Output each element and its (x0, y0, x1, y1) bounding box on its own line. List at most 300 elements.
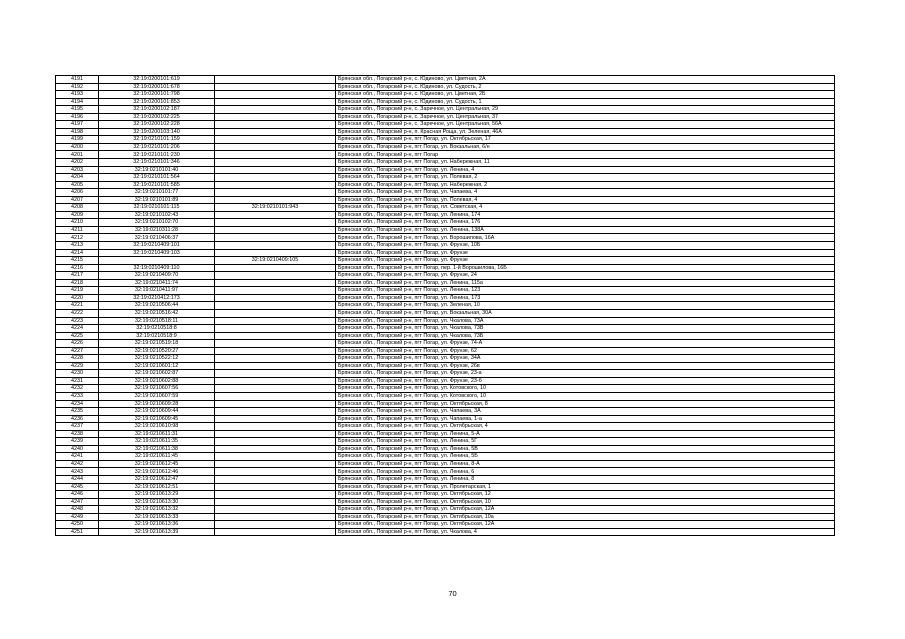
cadastral-number-cell: 32:19:0210520:27 (99, 347, 215, 355)
row-number-cell: 4203 (56, 166, 99, 174)
row-number-cell: 4221 (56, 302, 99, 310)
cadastral-number-cell: 32:19:0210609:28 (99, 400, 215, 408)
table-row (56, 242, 835, 250)
table-row (56, 151, 835, 159)
linked-cadastral-number-cell (215, 400, 336, 408)
row-number-cell: 4243 (56, 468, 99, 476)
table-row (56, 128, 835, 136)
row-number-cell: 4209 (56, 211, 99, 219)
address-cell: Брянская обл., Погарский р-н, пгт Погар, ул. Пролетарская, 1 (336, 483, 835, 491)
linked-cadastral-number-cell (215, 249, 336, 257)
address-cell: Брянская обл., Погарский р-н, пгт Погар, ул. Набережная, 11 (336, 159, 835, 167)
address-cell: Брянская обл., Погарский р-н, с. Юдиново, ул. Цветная, 2Б (336, 91, 835, 99)
address-cell: Брянская обл., Погарский р-н, пгт Погар, ул. Котовского, 10 (336, 385, 835, 393)
linked-cadastral-number-cell (215, 264, 336, 272)
table-row (56, 196, 835, 204)
row-number-cell: 4245 (56, 483, 99, 491)
address-cell: Брянская обл., Погарский р-н, с. Юдиново, ул. Цветная, 2А (336, 76, 835, 84)
table-row (56, 76, 835, 84)
row-number-cell: 4194 (56, 98, 99, 106)
cadastral-number-cell: 32:19:0200103:140 (99, 128, 215, 136)
cadastral-number-cell: 32:19:0210409:70 (99, 272, 215, 280)
row-number-cell: 4237 (56, 423, 99, 431)
cadastral-number-cell: 32:19:0210102:43 (99, 211, 215, 219)
address-cell: Брянская обл., Погарский р-н, пгт Погар, ул. Полевая, 2 (336, 174, 835, 182)
address-cell: Брянская обл., Погарский р-н, пгт Погар, ул. Октябрьская, 12А (336, 506, 835, 514)
cadastral-number-cell: 32:19:0210101:89 (99, 196, 215, 204)
row-number-cell: 4231 (56, 377, 99, 385)
address-cell: Брянская обл., Погарский р-н, пгт Погар, ул. Ленина, 138А (336, 226, 835, 234)
linked-cadastral-number-cell (215, 377, 336, 385)
table-row (56, 159, 835, 167)
table-row (56, 83, 835, 91)
row-number-cell: 4206 (56, 189, 99, 197)
address-cell: Брянская обл., Погарский р-н, пгт Погар, ул. Фрунзе, 23-б (336, 377, 835, 385)
linked-cadastral-number-cell: 32:19:0210409:105 (215, 257, 336, 265)
linked-cadastral-number-cell (215, 211, 336, 219)
table-row (56, 423, 835, 431)
table-row (56, 460, 835, 468)
address-cell: Брянская обл., Погарский р-н, пгт Погар, ул. Октябрьская, 12 (336, 491, 835, 499)
row-number-cell: 4241 (56, 453, 99, 461)
address-cell: Брянская обл., Погарский р-н, пгт Погар, ул. Чкалова, 73А (336, 317, 835, 325)
cadastral-number-cell: 32:19:0200101:798 (99, 91, 215, 99)
linked-cadastral-number-cell (215, 174, 336, 182)
linked-cadastral-number-cell (215, 521, 336, 529)
linked-cadastral-number-cell (215, 453, 336, 461)
cadastral-number-cell: 32:19:0210609:45 (99, 415, 215, 423)
cadastral-number-cell: 32:19:0210613:32 (99, 506, 215, 514)
cadastral-number-cell: 32:19:0210612:45 (99, 460, 215, 468)
row-number-cell: 4191 (56, 76, 99, 84)
linked-cadastral-number-cell (215, 491, 336, 499)
row-number-cell: 4211 (56, 226, 99, 234)
row-number-cell: 4217 (56, 272, 99, 280)
table-row (56, 294, 835, 302)
table-row (56, 98, 835, 106)
address-cell: Брянская обл., Погарский р-н, пгт Погар, ул. Октябрьская, 10а (336, 513, 835, 521)
cadastral-number-cell: 32:19:0210612:46 (99, 468, 215, 476)
linked-cadastral-number-cell (215, 219, 336, 227)
address-cell: Брянская обл., Погарский р-н, пгт Погар, ул. Чкалова, 73Б (336, 332, 835, 340)
table-row (56, 136, 835, 144)
row-number-cell: 4215 (56, 257, 99, 265)
linked-cadastral-number-cell (215, 83, 336, 91)
table-row (56, 430, 835, 438)
cadastral-number-cell: 32:19:0200101:853 (99, 98, 215, 106)
table-row (56, 385, 835, 393)
row-number-cell: 4236 (56, 415, 99, 423)
address-cell: Брянская обл., Погарский р-н, пгт Погар, ул. Ворошилова, 16А (336, 234, 835, 242)
address-cell: Брянская обл., Погарский р-н, пгт Погар, ул. Чкалова, 4 (336, 528, 835, 536)
cadastral-number-cell: 32:19:0200102:187 (99, 106, 215, 114)
address-cell: Брянская обл., Погарский р-н, с. Заречное, ул. Центральная, 37 (336, 113, 835, 121)
row-number-cell: 4196 (56, 113, 99, 121)
row-number-cell: 4197 (56, 121, 99, 129)
row-number-cell: 4248 (56, 506, 99, 514)
linked-cadastral-number-cell (215, 340, 336, 348)
table-row (56, 392, 835, 400)
table-row (56, 453, 835, 461)
table-row (56, 408, 835, 416)
table-row (56, 189, 835, 197)
table-row (56, 528, 835, 536)
row-number-cell: 4212 (56, 234, 99, 242)
row-number-cell: 4228 (56, 355, 99, 363)
cadastral-number-cell: 32:19:0210613:39 (99, 528, 215, 536)
linked-cadastral-number-cell (215, 355, 336, 363)
address-cell: Брянская обл., Погарский р-н, с. Юдиново, ул. Судость, 1 (336, 98, 835, 106)
row-number-cell: 4244 (56, 475, 99, 483)
table-row (56, 264, 835, 272)
cadastral-number-cell: 32:19:0210519:18 (99, 340, 215, 348)
row-number-cell: 4213 (56, 242, 99, 250)
cadastral-number-cell: 32:19:0210101:230 (99, 151, 215, 159)
linked-cadastral-number-cell (215, 445, 336, 453)
table-row (56, 181, 835, 189)
cadastral-number-cell: 32:19:0210607:59 (99, 392, 215, 400)
address-cell: Брянская обл., Погарский р-н, пгт Погар, ул. Ленина, 115а (336, 279, 835, 287)
address-cell: Брянская обл., Погарский р-н, пгт Погар, ул. Ленина, 123 (336, 287, 835, 295)
row-number-cell: 4226 (56, 340, 99, 348)
linked-cadastral-number-cell (215, 113, 336, 121)
row-number-cell: 4218 (56, 279, 99, 287)
table-row (56, 370, 835, 378)
row-number-cell: 4220 (56, 294, 99, 302)
address-cell: Брянская обл., Погарский р-н, пгт Погар, пер. 1-й Ворошилова, 16Б (336, 264, 835, 272)
cadastral-number-cell: 32:19:0210311:28 (99, 226, 215, 234)
row-number-cell: 4200 (56, 143, 99, 151)
cadastral-number-cell: 32:19:0210506:44 (99, 302, 215, 310)
row-number-cell: 4246 (56, 491, 99, 499)
address-cell: Брянская обл., Погарский р-н, пгт Погар, ул. Фрунзе, 10Б (336, 242, 835, 250)
row-number-cell: 4216 (56, 264, 99, 272)
table-row (56, 415, 835, 423)
address-cell: Брянская обл., Погарский р-н, пгт Погар, ул. Ленина, 8-А (336, 460, 835, 468)
row-number-cell: 4229 (56, 362, 99, 370)
cadastral-number-cell: 32:19:0210412:173 (99, 294, 215, 302)
table-row (56, 506, 835, 514)
table-row (56, 106, 835, 114)
cadastral-number-cell: 32:19:0200101:678 (99, 83, 215, 91)
linked-cadastral-number-cell (215, 128, 336, 136)
row-number-cell: 4240 (56, 445, 99, 453)
row-number-cell: 4251 (56, 528, 99, 536)
address-cell: Брянская обл., Погарский р-н, пгт Погар, ул. Ленина, 5Б (336, 453, 835, 461)
cadastral-number-cell: 32:19:0210522:12 (99, 355, 215, 363)
cadastral-number-cell: 32:19:0210609:44 (99, 408, 215, 416)
table-row (56, 377, 835, 385)
linked-cadastral-number-cell (215, 362, 336, 370)
cadastral-number-cell: 32:19:0210602:88 (99, 377, 215, 385)
linked-cadastral-number-cell (215, 438, 336, 446)
table-body (56, 76, 835, 536)
table-row (56, 143, 835, 151)
row-number-cell: 4195 (56, 106, 99, 114)
linked-cadastral-number-cell: 32:19:0210101:943 (215, 204, 336, 212)
document-page (55, 75, 835, 536)
cadastral-number-cell: 32:19:0200102:225 (99, 113, 215, 121)
cadastral-number-cell: 32:19:0210102:70 (99, 219, 215, 227)
linked-cadastral-number-cell (215, 98, 336, 106)
table-row (56, 483, 835, 491)
cadastral-number-cell: 32:19:0210613:29 (99, 491, 215, 499)
address-cell: Брянская обл., Погарский р-н, пгт Погар, ул. Фрунзе, 23-а (336, 370, 835, 378)
cadastral-number-cell: 32:19:0210101:77 (99, 189, 215, 197)
table-row (56, 174, 835, 182)
row-number-cell: 4199 (56, 136, 99, 144)
cadastral-number-cell (99, 257, 215, 265)
linked-cadastral-number-cell (215, 151, 336, 159)
table-row (56, 400, 835, 408)
linked-cadastral-number-cell (215, 347, 336, 355)
address-cell: Брянская обл., Погарский р-н, пгт Погар, ул. Ленина, 173 (336, 294, 835, 302)
linked-cadastral-number-cell (215, 226, 336, 234)
linked-cadastral-number-cell (215, 159, 336, 167)
cadastral-number-cell: 32:19:0210409:103 (99, 249, 215, 257)
table-row (56, 211, 835, 219)
linked-cadastral-number-cell (215, 76, 336, 84)
address-cell: Брянская обл., Погарский р-н, пгт Погар, ул. Октябрьская, 12А (336, 521, 835, 529)
cadastral-number-cell: 32:19:0210612:51 (99, 483, 215, 491)
table-row (56, 234, 835, 242)
cadastral-number-cell: 32:19:0210101:206 (99, 143, 215, 151)
cadastral-number-cell: 32:19:0200102:228 (99, 121, 215, 129)
table-row (56, 362, 835, 370)
cadastral-number-cell: 32:19:0210409:101 (99, 242, 215, 250)
linked-cadastral-number-cell (215, 528, 336, 536)
cadastral-number-cell: 32:19:0210602:87 (99, 370, 215, 378)
table-row (56, 257, 835, 265)
linked-cadastral-number-cell (215, 506, 336, 514)
linked-cadastral-number-cell (215, 423, 336, 431)
linked-cadastral-number-cell (215, 196, 336, 204)
linked-cadastral-number-cell (215, 279, 336, 287)
row-number-cell: 4250 (56, 521, 99, 529)
row-number-cell: 4210 (56, 219, 99, 227)
page-number: 70 (448, 589, 457, 598)
cadastral-number-cell: 32:19:0210516:42 (99, 309, 215, 317)
cadastral-number-cell: 32:19:0210411:74 (99, 279, 215, 287)
address-cell: Брянская обл., Погарский р-н, пгт Погар, ул. Чапаева, 1-а (336, 415, 835, 423)
address-cell: Брянская обл., Погарский р-н, пгт Погар, ул. Чапаева, 3А (336, 408, 835, 416)
row-number-cell: 4201 (56, 151, 99, 159)
table-row (56, 219, 835, 227)
cadastral-number-cell: 32:19:0210613:36 (99, 521, 215, 529)
cadastral-number-cell: 32:19:0210518:9 (99, 332, 215, 340)
linked-cadastral-number-cell (215, 370, 336, 378)
cadastral-number-cell: 32:19:0210601:12 (99, 362, 215, 370)
row-number-cell: 4224 (56, 325, 99, 333)
cadastral-number-cell: 32:19:0210101:40 (99, 166, 215, 174)
address-cell: Брянская обл., Погарский р-н, с. Заречное, ул. Центральная, 56А (336, 121, 835, 129)
address-cell: Брянская обл., Погарский р-н, пгт Погар, ул. Набережная, 2 (336, 181, 835, 189)
linked-cadastral-number-cell (215, 460, 336, 468)
table-row (56, 475, 835, 483)
row-number-cell: 4242 (56, 460, 99, 468)
cadastral-number-cell: 32:19:0210518:11 (99, 317, 215, 325)
table-row (56, 498, 835, 506)
row-number-cell: 4247 (56, 498, 99, 506)
row-number-cell: 4214 (56, 249, 99, 257)
row-number-cell: 4233 (56, 392, 99, 400)
cadastral-number-cell: 32:19:0210101:159 (99, 136, 215, 144)
linked-cadastral-number-cell (215, 234, 336, 242)
address-cell: Брянская обл., Погарский р-н, пгт Погар, ул. Вокзальная, 30А (336, 309, 835, 317)
table-row (56, 513, 835, 521)
address-cell: Брянская обл., Погарский р-н, пгт Погар, ул. Ленина, 176 (336, 219, 835, 227)
row-number-cell: 4207 (56, 196, 99, 204)
linked-cadastral-number-cell (215, 166, 336, 174)
table-row (56, 521, 835, 529)
cadastral-number-cell: 32:19:0210611:45 (99, 453, 215, 461)
table-row (56, 91, 835, 99)
address-cell: Брянская обл., Погарский р-н, пгт Погар, ул. Полевая, 4 (336, 196, 835, 204)
cadastral-number-cell: 32:19:0210611:35 (99, 438, 215, 446)
address-cell: Брянская обл., Погарский р-н, пгт Погар, ул. Фрунзе, 74-А (336, 340, 835, 348)
address-cell: Брянская обл., Погарский р-н, с. Заречное, ул. Центральная, 29 (336, 106, 835, 114)
table-row (56, 166, 835, 174)
linked-cadastral-number-cell (215, 143, 336, 151)
table-row (56, 309, 835, 317)
cadastral-number-cell: 32:19:0210101:115 (99, 204, 215, 212)
linked-cadastral-number-cell (215, 309, 336, 317)
row-number-cell: 4225 (56, 332, 99, 340)
cadastral-number-cell: 32:19:0200101:619 (99, 76, 215, 84)
row-number-cell: 4249 (56, 513, 99, 521)
table-row (56, 302, 835, 310)
cadastral-number-cell: 32:19:0210406:37 (99, 234, 215, 242)
linked-cadastral-number-cell (215, 181, 336, 189)
linked-cadastral-number-cell (215, 408, 336, 416)
cadastral-number-cell: 32:19:0210611:31 (99, 430, 215, 438)
table-row (56, 121, 835, 129)
linked-cadastral-number-cell (215, 468, 336, 476)
row-number-cell: 4202 (56, 159, 99, 167)
table-row (56, 204, 835, 212)
cadastral-number-cell: 32:19:0210613:33 (99, 513, 215, 521)
row-number-cell: 4198 (56, 128, 99, 136)
row-number-cell: 4232 (56, 385, 99, 393)
row-number-cell: 4205 (56, 181, 99, 189)
linked-cadastral-number-cell (215, 332, 336, 340)
linked-cadastral-number-cell (215, 189, 336, 197)
cadastral-number-cell: 32:19:0210518:8 (99, 325, 215, 333)
cadastral-number-cell: 32:19:0210613:30 (99, 498, 215, 506)
row-number-cell: 4223 (56, 317, 99, 325)
address-cell: Брянская обл., Погарский р-н, пгт Погар, ул. Зеленая, 10 (336, 302, 835, 310)
address-cell: Брянская обл., Погарский р-н, п. Красная Роща, ул. Зеленая, 46А (336, 128, 835, 136)
linked-cadastral-number-cell (215, 136, 336, 144)
address-cell: Брянская обл., Погарский р-н, пгт Погар, ул. Ленина, 5Г (336, 438, 835, 446)
linked-cadastral-number-cell (215, 121, 336, 129)
table-row (56, 287, 835, 295)
row-number-cell: 4208 (56, 204, 99, 212)
address-cell: Брянская обл., Погарский р-н, пгт Погар (336, 151, 835, 159)
table-row (56, 438, 835, 446)
linked-cadastral-number-cell (215, 302, 336, 310)
linked-cadastral-number-cell (215, 325, 336, 333)
table-row (56, 272, 835, 280)
linked-cadastral-number-cell (215, 317, 336, 325)
address-cell: Брянская обл., Погарский р-н, пгт Погар, ул. Октябрьская, 8 (336, 400, 835, 408)
table-row (56, 226, 835, 234)
address-cell: Брянская обл., Погарский р-н, пгт Погар, ул. Фрунзе, 26в (336, 362, 835, 370)
address-cell: Брянская обл., Погарский р-н, пгт Погар, ул. Ленина, 5-А (336, 430, 835, 438)
address-cell: Брянская обл., Погарский р-н, пгт Погар, ул. Ленина, 174 (336, 211, 835, 219)
row-number-cell: 4192 (56, 83, 99, 91)
address-cell: Брянская обл., Погарский р-н, пгт Погар, ул. Октябрьская, 4 (336, 423, 835, 431)
address-cell: Брянская обл., Погарский р-н, пгт Погар, ул. Фрунзе, 62 (336, 347, 835, 355)
table-row (56, 347, 835, 355)
cadastral-number-cell: 32:19:0210409:110 (99, 264, 215, 272)
table-row (56, 317, 835, 325)
linked-cadastral-number-cell (215, 498, 336, 506)
row-number-cell: 4227 (56, 347, 99, 355)
address-cell: Брянская обл., Погарский р-н, пгт Погар, ул. Фрунзе, 24 (336, 272, 835, 280)
row-number-cell: 4239 (56, 438, 99, 446)
row-number-cell: 4193 (56, 91, 99, 99)
address-cell: Брянская обл., Погарский р-н, пгт Погар, ул. Фрунзе (336, 257, 835, 265)
table-row (56, 332, 835, 340)
cadastral-number-cell: 32:19:0210101:564 (99, 174, 215, 182)
address-cell: Брянская обл., Погарский р-н, пгт Погар, ул. Ленина, 5В (336, 445, 835, 453)
linked-cadastral-number-cell (215, 106, 336, 114)
linked-cadastral-number-cell (215, 272, 336, 280)
address-cell: Брянская обл., Погарский р-н, пгт Погар, пл. Советская, 4 (336, 204, 835, 212)
linked-cadastral-number-cell (215, 91, 336, 99)
address-cell: Брянская обл., Погарский р-н, пгт Погар, ул. Октябрьская, 10 (336, 498, 835, 506)
address-cell: Брянская обл., Погарский р-н, пгт Погар, ул. Чкалова, 73В (336, 325, 835, 333)
linked-cadastral-number-cell (215, 392, 336, 400)
linked-cadastral-number-cell (215, 513, 336, 521)
linked-cadastral-number-cell (215, 287, 336, 295)
table-row (56, 355, 835, 363)
table-row (56, 249, 835, 257)
cadastral-number-cell: 32:19:0210611:38 (99, 445, 215, 453)
linked-cadastral-number-cell (215, 242, 336, 250)
address-cell: Брянская обл., Погарский р-н, пгт Погар, ул. Ленина, 6 (336, 468, 835, 476)
table-row (56, 113, 835, 121)
table-row (56, 445, 835, 453)
address-cell: Брянская обл., Погарский р-н, пгт Погар, ул. Фрунзе (336, 249, 835, 257)
address-cell: Брянская обл., Погарский р-н, пгт Погар, ул. Ленина, 8 (336, 475, 835, 483)
row-number-cell: 4219 (56, 287, 99, 295)
cadastral-number-cell: 32:19:0210411:97 (99, 287, 215, 295)
row-number-cell: 4235 (56, 408, 99, 416)
address-cell: Брянская обл., Погарский р-н, с. Юдиново, ул. Судость, 2 (336, 83, 835, 91)
linked-cadastral-number-cell (215, 483, 336, 491)
table-row (56, 491, 835, 499)
row-number-cell: 4238 (56, 430, 99, 438)
table-row (56, 468, 835, 476)
table-row (56, 325, 835, 333)
linked-cadastral-number-cell (215, 385, 336, 393)
row-number-cell: 4204 (56, 174, 99, 182)
linked-cadastral-number-cell (215, 430, 336, 438)
table-row (56, 279, 835, 287)
row-number-cell: 4222 (56, 309, 99, 317)
property-table (55, 75, 835, 536)
linked-cadastral-number-cell (215, 294, 336, 302)
row-number-cell: 4230 (56, 370, 99, 378)
cadastral-number-cell: 32:19:0210607:56 (99, 385, 215, 393)
linked-cadastral-number-cell (215, 475, 336, 483)
address-cell: Брянская обл., Погарский р-н, пгт Погар, ул. Чапаева, 4 (336, 189, 835, 197)
address-cell: Брянская обл., Погарский р-н, пгт Погар, ул. Вокзальная, 6/н (336, 143, 835, 151)
row-number-cell: 4234 (56, 400, 99, 408)
address-cell: Брянская обл., Погарский р-н, пгт Погар, ул. Ленина, 4 (336, 166, 835, 174)
